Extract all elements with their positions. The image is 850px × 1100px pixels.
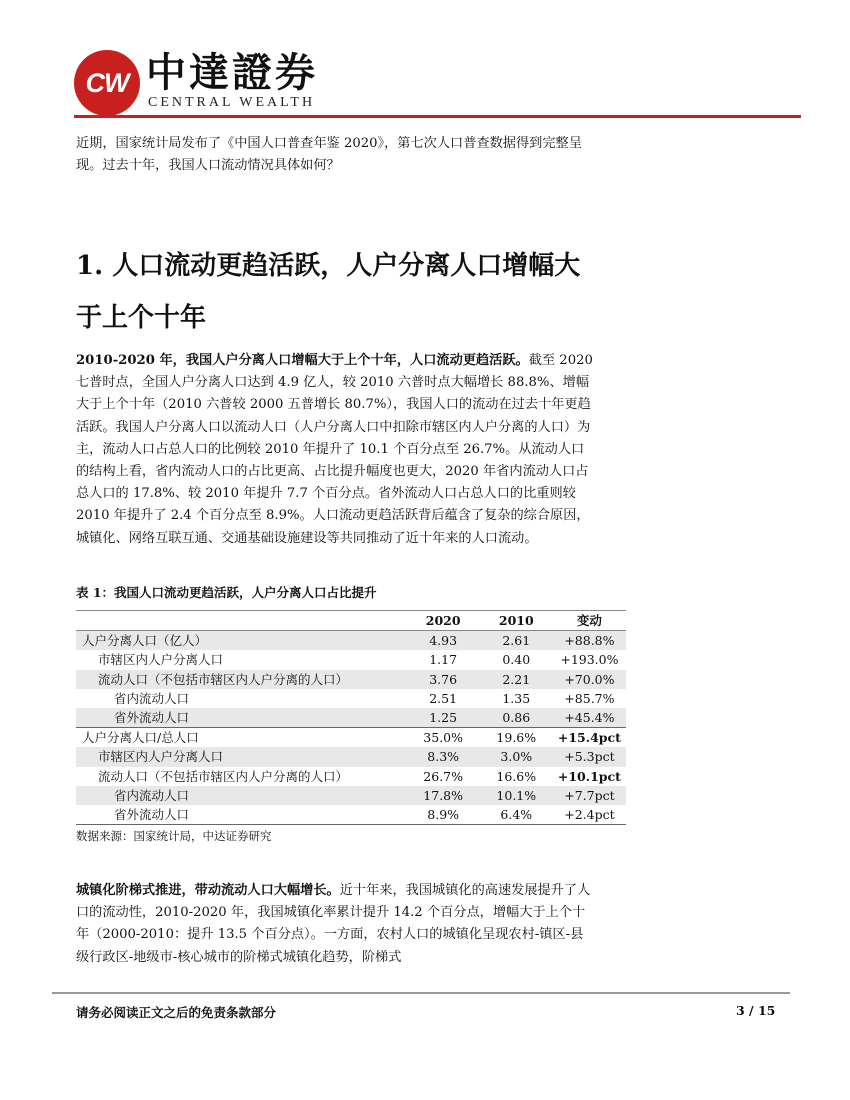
row-value-2020: 4.93: [407, 631, 480, 651]
section1-paragraph: [76, 350, 596, 550]
section-heading: 1. 人口流动更趋活跃，人户分离人口增幅大于上个十年: [76, 251, 581, 333]
table-header-label: [76, 611, 407, 631]
table-header-row: [76, 611, 626, 631]
page-number: 3 / 15: [736, 1003, 776, 1018]
table-row: [76, 631, 626, 651]
data-table: [76, 610, 626, 825]
table-row: [76, 767, 626, 786]
row-value-2020: 2.51: [429, 690, 458, 706]
row-label: 人户分离人口（亿人）: [76, 631, 407, 651]
row-change: +70.0%: [553, 670, 626, 689]
row-value-2020: 3.76: [407, 670, 480, 689]
table-row: [76, 786, 626, 805]
row-change: +2.4pct: [553, 805, 626, 825]
row-value-2010: 3.0%: [480, 747, 553, 766]
row-value-2020: 26.7%: [423, 768, 464, 784]
section1-body: 截至 2020 七普时点，全国人户分离人口达到 4.9 亿人，较 2010 六普时点大幅增长 88.8%、增幅大于上个十年（2010 六普较 2000 五普增长 80.7%），我国人口的流动在过去十年更趋活跃。我国人户分离人口以流动人口（人户分离人口中扣除市辖区内人户分离的人口）为主，流动人口占总人口的比例较 2010 年提升了 10.1 个百分点至 26.7%。从流动人口的结构上看，省内流动人口的占比更高、占比提升幅度也更大，2020 年省内流动人口占总人口的 17.8%、较 2010 年提升 7.7 个百分点。省外流动人口占总人口的比重则较 2010 年提升了 2.4 个百分点至 8.9%。人口流动更趋活跃背后蕴含了复杂的综合原因，城镇化、网络互联互通、交通基础设施建设等共同推动了近十年来的人口流动。: [76, 353, 593, 546]
row-value-2020: 1.17: [429, 652, 458, 668]
company-logo: [74, 50, 140, 116]
row-label: 流动人口（不包括市辖区内人户分离的人口）: [98, 768, 349, 784]
header-divider: [74, 115, 801, 118]
footer-disclaimer: 请务必阅读正文之后的免责条款部分: [76, 1005, 277, 1020]
table-row: [76, 670, 626, 689]
section1-lead: 2010-2020 年，我国人户分离人口增幅大于上个十年，人口流动更趋活跃。: [76, 353, 529, 368]
table-header-change: 变动: [553, 611, 626, 631]
row-value-2010: 1.35: [502, 690, 531, 706]
row-change: +7.7pct: [553, 786, 626, 805]
row-change: +85.7%: [564, 690, 615, 706]
row-value-2010: 10.1%: [480, 786, 553, 805]
row-value-2010: 19.6%: [480, 728, 553, 748]
row-value-2020: 35.0%: [407, 728, 480, 748]
row-change: +15.4pct: [553, 728, 626, 748]
section2-lead: 城镇化阶梯式推进，带动流动人口大幅增长。: [76, 883, 340, 898]
table-row: [76, 689, 626, 708]
section2-paragraph: [76, 880, 596, 969]
row-change: +10.1pct: [557, 768, 621, 784]
row-value-2010: 0.86: [480, 708, 553, 728]
row-value-2020: 1.25: [407, 708, 480, 728]
logo-text: CW: [85, 67, 129, 98]
row-label: 市辖区内人户分离人口: [98, 652, 224, 668]
brand-name-cn: 中達證券: [146, 50, 318, 96]
row-label: 流动人口（不包括市辖区内人户分离的人口）: [76, 670, 407, 689]
brand-name-en: CENTRAL WEALTH: [148, 95, 316, 110]
row-label: 市辖区内人户分离人口: [76, 747, 407, 766]
intro-paragraph: 近期，国家统计局发布了《中国人口普查年鉴 2020》，第七次人口普查数据得到完整呈现。过去十年，我国人口流动情况具体如何？: [76, 136, 582, 174]
row-value-2010: 6.4%: [480, 805, 553, 825]
row-change: +45.4%: [553, 708, 626, 728]
row-value-2010: 0.40: [502, 652, 531, 668]
row-change: +193.0%: [560, 652, 619, 668]
table-header-2020: 2020: [407, 611, 480, 631]
table-source: 数据来源：国家统计局，中达证券研究: [76, 829, 272, 843]
row-label: 省外流动人口: [76, 805, 407, 825]
row-label: 省外流动人口: [76, 708, 407, 728]
row-value-2010: 16.6%: [496, 768, 537, 784]
row-change: +5.3pct: [553, 747, 626, 766]
row-change: +88.8%: [553, 631, 626, 651]
table-row: [76, 728, 626, 748]
table-row: [76, 805, 626, 825]
row-label: 省内流动人口: [114, 690, 190, 706]
footer-divider: [52, 992, 790, 994]
row-value-2020: 8.9%: [407, 805, 480, 825]
section2-body: 近十年来，我国城镇化的高速发展提升了人口的流动性，2010-2020 年，我国城镇化率累计提升 14.2 个百分点，增幅大于上个十年（2000-2010：提升 13.5 个百分点）。一方面，农村人口的城镇化呈现农村-镇区-县级行政区-地级市-核心城市的阶梯式城镇化趋势，阶梯式: [76, 883, 591, 965]
row-value-2020: 8.3%: [407, 747, 480, 766]
row-value-2010: 2.61: [480, 631, 553, 651]
row-value-2010: 2.21: [480, 670, 553, 689]
row-value-2020: 17.8%: [407, 786, 480, 805]
table-row: [76, 708, 626, 728]
row-label: 省内流动人口: [76, 786, 407, 805]
table-row: [76, 747, 626, 766]
table-header-2010: 2010: [480, 611, 553, 631]
table-row: [76, 650, 626, 669]
table-title: 表 1：我国人口流动更趋活跃，人户分离人口占比提升: [76, 585, 377, 600]
page-header: [0, 0, 850, 120]
row-label: 人户分离人口/总人口: [76, 728, 407, 748]
